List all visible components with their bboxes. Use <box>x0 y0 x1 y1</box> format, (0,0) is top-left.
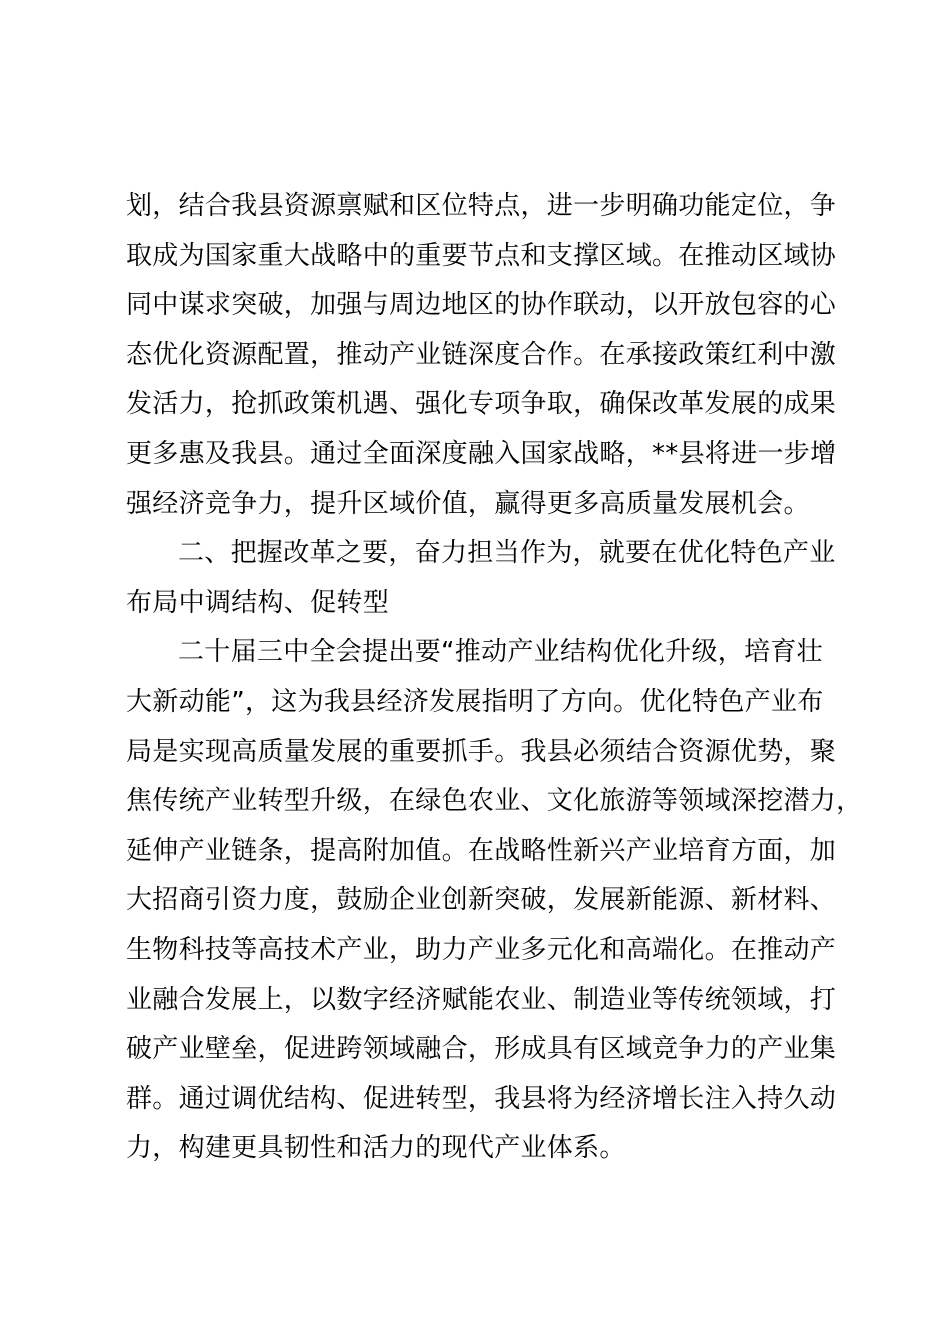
paragraph-line: 更多惠及我县。通过全面深度融入国家战略，**县将进一步增 <box>126 438 837 469</box>
paragraph-line: 焦传统产业转型升级，在绿色农业、文化旅游等领域深挖潜力， <box>126 786 863 817</box>
section-heading-line: 布局中调结构、促转型 <box>126 587 390 618</box>
paragraph-line: 业融合发展上，以数字经济赋能农业、制造业等传统领域，打 <box>126 984 837 1015</box>
paragraph-line: 态优化资源配置，推动产业链深度合作。在承接政策红利中激 <box>126 339 837 370</box>
paragraph-line: 延伸产业链条，提高附加值。在战略性新兴产业培育方面，加 <box>126 835 837 866</box>
paragraph-line: 大新动能”，这为我县经济发展指明了方向。优化特色产业布 <box>126 686 824 717</box>
paragraph-line: 二十届三中全会提出要“推动产业结构优化升级，培育壮 <box>178 637 823 668</box>
paragraph-line: 局是实现高质量发展的重要抓手。我县必须结合资源优势，聚 <box>126 736 837 767</box>
paragraph-line: 大招商引资力度，鼓励企业创新突破，发展新能源、新材料、 <box>126 885 837 916</box>
paragraph-line: 同中谋求突破，加强与周边地区的协作联动，以开放包容的心 <box>126 290 837 321</box>
paragraph-line: 群。通过调优结构、促进转型，我县将为经济增长注入持久动 <box>126 1083 837 1114</box>
paragraph-line: 生物科技等高技术产业，助力产业多元化和高端化。在推动产 <box>126 934 837 965</box>
paragraph-line: 发活力，抢抓政策机遇、强化专项争取，确保改革发展的成果 <box>126 389 837 420</box>
section-heading-line: 二、把握改革之要，奋力担当作为，就要在优化特色产业 <box>178 538 836 569</box>
paragraph-line: 强经济竞争力，提升区域价值，赢得更多高质量发展机会。 <box>126 488 810 519</box>
document-body <box>126 182 863 1174</box>
paragraph-line: 力，构建更具韧性和活力的现代产业体系。 <box>126 1133 626 1164</box>
paragraph-line: 破产业壁垒，促进跨领域融合，形成具有区域竞争力的产业集 <box>126 1034 837 1065</box>
paragraph-line: 划，结合我县资源禀赋和区位特点，进一步明确功能定位，争 <box>126 191 837 221</box>
paragraph-line: 取成为国家重大战略中的重要节点和支撑区域。在推动区域协 <box>126 240 837 271</box>
